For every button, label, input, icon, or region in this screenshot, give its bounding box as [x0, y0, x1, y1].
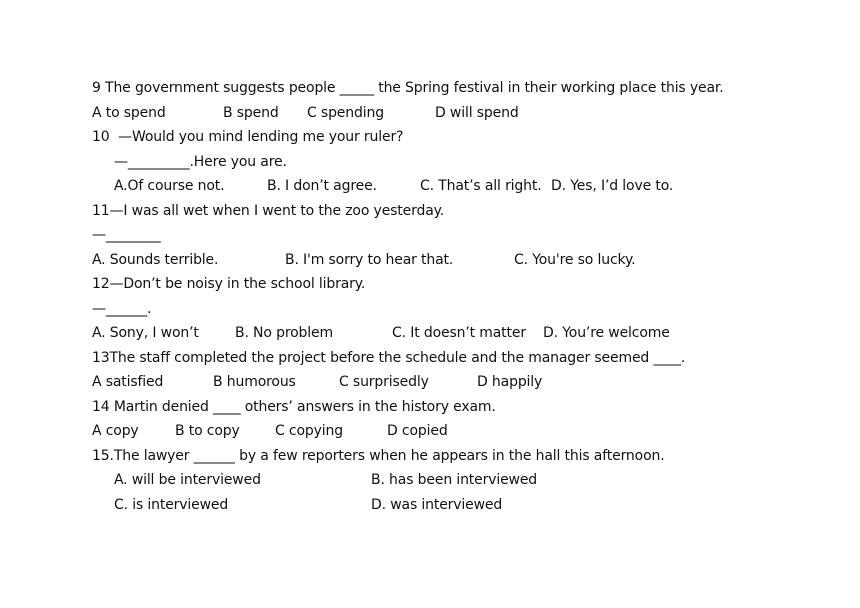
- option-b: B. I'm sorry to hear that.: [285, 252, 454, 268]
- question-9-options: [92, 102, 519, 124]
- option-d: D. You’re welcome: [543, 325, 670, 341]
- question-13-options: [92, 371, 543, 393]
- question-10-options: [114, 175, 674, 197]
- option-b: B. has been interviewed: [371, 472, 538, 488]
- option-d: D happily: [477, 374, 543, 390]
- question-11-reply: —________: [92, 227, 161, 243]
- option-c: C. It doesn’t matter: [392, 325, 526, 341]
- option-c: C. That’s all right.: [420, 178, 542, 194]
- option-a: A. Sounds terrible.: [92, 252, 219, 268]
- option-d: D. was interviewed: [371, 497, 503, 513]
- option-b: B. I don’t agree.: [267, 178, 377, 194]
- question-12-reply: —______.: [92, 301, 152, 317]
- question-15-stem: 15.The lawyer ______ by a few reporters when he appears in the hall this afternoon.: [92, 448, 665, 464]
- option-a: A. Sony, I won’t: [92, 325, 199, 341]
- option-a: A.Of course not.: [114, 178, 225, 194]
- option-b: B to copy: [175, 423, 240, 439]
- option-c: C. You're so lucky.: [514, 252, 636, 268]
- option-a: A to spend: [92, 105, 166, 121]
- option-c: C surprisedly: [339, 374, 429, 390]
- question-10-stem: 10 —Would you mind lending me your ruler?: [92, 129, 404, 145]
- question-12-stem: 12—Don’t be noisy in the school library.: [92, 276, 366, 292]
- question-13-stem: 13The staff completed the project before the schedule and the manager seemed ____.: [92, 350, 686, 366]
- option-a: A. will be interviewed: [114, 472, 261, 488]
- option-d: D will spend: [435, 105, 519, 121]
- question-15-options-row-2: [114, 494, 503, 516]
- question-11-stem: 11—I was all wet when I went to the zoo yesterday.: [92, 203, 445, 219]
- option-b: B. No problem: [235, 325, 333, 341]
- option-b: B spend: [223, 105, 279, 121]
- question-14-stem: 14 Martin denied ____ others’ answers in the history exam.: [92, 399, 496, 415]
- question-12-options: [92, 322, 670, 344]
- option-c: C copying: [275, 423, 343, 439]
- option-d: D copied: [387, 423, 448, 439]
- option-a: A satisfied: [92, 374, 164, 390]
- option-c: C. is interviewed: [114, 497, 229, 513]
- question-10-reply: —_________.Here you are.: [114, 154, 287, 170]
- option-a: A copy: [92, 423, 139, 439]
- question-15-options-row-1: [114, 469, 538, 491]
- question-9-stem: 9 The government suggests people _____ the Spring festival in their working place this year.: [92, 80, 724, 96]
- option-d: D. Yes, I’d love to.: [551, 178, 674, 194]
- option-b: B humorous: [213, 374, 296, 390]
- option-c: C spending: [307, 105, 384, 121]
- question-11-options: [92, 249, 636, 271]
- question-14-options: [92, 420, 448, 442]
